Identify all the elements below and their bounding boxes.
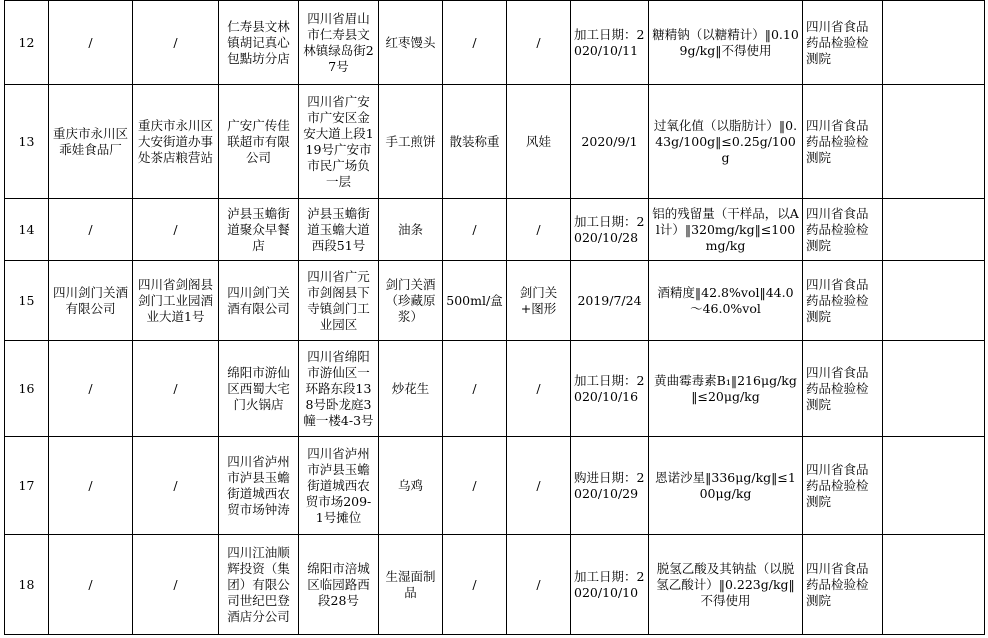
seller-address: 四川省泸州市泸县玉蟾街道城西农贸市场209-1号摊位 [299,437,379,535]
failed-item: 过氧化值（以脂肪计）‖0.43g/100g‖≤0.25g/100g [649,85,803,199]
brand: 剑门关+图形 [507,261,571,341]
table-row [5,85,985,199]
specification: 散装称重 [443,85,507,199]
seller-name: 仁寿县文林镇胡记真心包點坊分店 [219,1,299,85]
production-date: 加工日期：2020/10/10 [571,535,649,635]
remarks [883,199,985,261]
inspection-table [4,0,985,635]
seller-name: 四川剑门关酒有限公司 [219,261,299,341]
producer-name: 重庆市永川区乖娃食品厂 [49,85,133,199]
seller-name: 四川江油顺辉投资（集团）有限公司世纪巴登酒店分公司 [219,535,299,635]
product-name: 炒花生 [379,341,443,437]
seller-address: 四川省广安市广安区金安大道上段119号广安市市民广场负一层 [299,85,379,199]
remarks [883,341,985,437]
brand: 风娃 [507,85,571,199]
specification: / [443,341,507,437]
brand: / [507,1,571,85]
failed-item: 黄曲霉毒素B₁‖216μg/kg‖≤20μg/kg [649,341,803,437]
seller-address: 四川省眉山市仁寿县文林镇绿岛街27号 [299,1,379,85]
specification: / [443,535,507,635]
table-row [5,261,985,341]
producer-name: / [49,1,133,85]
testing-lab: 四川省食品药品检验检测院 [803,437,883,535]
testing-lab: 四川省食品药品检验检测院 [803,199,883,261]
row-number: 15 [5,261,49,341]
row-number: 14 [5,199,49,261]
table-row [5,437,985,535]
specification: / [443,199,507,261]
table-row [5,1,985,85]
producer-name: / [49,437,133,535]
producer-address: / [133,535,219,635]
table-row [5,535,985,635]
production-date: 加工日期：2020/10/11 [571,1,649,85]
testing-lab: 四川省食品药品检验检测院 [803,261,883,341]
failed-item: 脱氢乙酸及其钠盐（以脱氢乙酸计）‖0.223g/kg‖不得使用 [649,535,803,635]
testing-lab: 四川省食品药品检验检测院 [803,341,883,437]
producer-name: / [49,199,133,261]
failed-item: 铝的残留量（干样品，以Al计）‖320mg/kg‖≤100mg/kg [649,199,803,261]
product-name: 手工煎饼 [379,85,443,199]
production-date: 2019/7/24 [571,261,649,341]
testing-lab: 四川省食品药品检验检测院 [803,85,883,199]
brand: / [507,199,571,261]
product-name: 生湿面制品 [379,535,443,635]
producer-address: / [133,437,219,535]
brand: / [507,535,571,635]
table-row [5,341,985,437]
remarks [883,1,985,85]
seller-name: 四川省泸州市泸县玉蟾街道城西农贸市场钟涛 [219,437,299,535]
remarks [883,261,985,341]
remarks [883,85,985,199]
testing-lab: 四川省食品药品检验检测院 [803,535,883,635]
specification: / [443,1,507,85]
producer-address: 四川省剑阁县剑门工业园酒业大道1号 [133,261,219,341]
testing-lab: 四川省食品药品检验检测院 [803,1,883,85]
specification: 500ml/盒 [443,261,507,341]
remarks [883,437,985,535]
seller-address: 四川省广元市剑阁县下寺镇剑门工业园区 [299,261,379,341]
producer-address: 重庆市永川区大安街道办事处茶店粮营站 [133,85,219,199]
producer-name: / [49,535,133,635]
row-number: 17 [5,437,49,535]
product-name: 乌鸡 [379,437,443,535]
row-number: 18 [5,535,49,635]
seller-name: 绵阳市游仙区西蜀大宅门火锅店 [219,341,299,437]
row-number: 13 [5,85,49,199]
production-date: 2020/9/1 [571,85,649,199]
producer-address: / [133,341,219,437]
product-name: 红枣馒头 [379,1,443,85]
producer-name: / [49,341,133,437]
product-name: 剑门关酒（珍藏原浆） [379,261,443,341]
failed-item: 恩诺沙星‖336μg/kg‖≤100μg/kg [649,437,803,535]
product-name: 油条 [379,199,443,261]
remarks [883,535,985,635]
row-number: 12 [5,1,49,85]
producer-name: 四川剑门关酒有限公司 [49,261,133,341]
seller-address: 四川省绵阳市游仙区一环路东段138号卧龙庭3幢一楼4-3号 [299,341,379,437]
brand: / [507,341,571,437]
table-row [5,199,985,261]
seller-name: 泸县玉蟾街道聚众早餐店 [219,199,299,261]
producer-address: / [133,1,219,85]
production-date: 加工日期：2020/10/28 [571,199,649,261]
seller-address: 绵阳市涪城区临园路西段28号 [299,535,379,635]
production-date: 购进日期：2020/10/29 [571,437,649,535]
specification: / [443,437,507,535]
failed-item: 糖精钠（以糖精计）‖0.109g/kg‖不得使用 [649,1,803,85]
producer-address: / [133,199,219,261]
production-date: 加工日期：2020/10/16 [571,341,649,437]
failed-item: 酒精度‖42.8%vol‖44.0～46.0%vol [649,261,803,341]
row-number: 16 [5,341,49,437]
seller-address: 泸县玉蟾街道玉蟾大道西段51号 [299,199,379,261]
brand: / [507,437,571,535]
seller-name: 广安广传佳联超市有限公司 [219,85,299,199]
